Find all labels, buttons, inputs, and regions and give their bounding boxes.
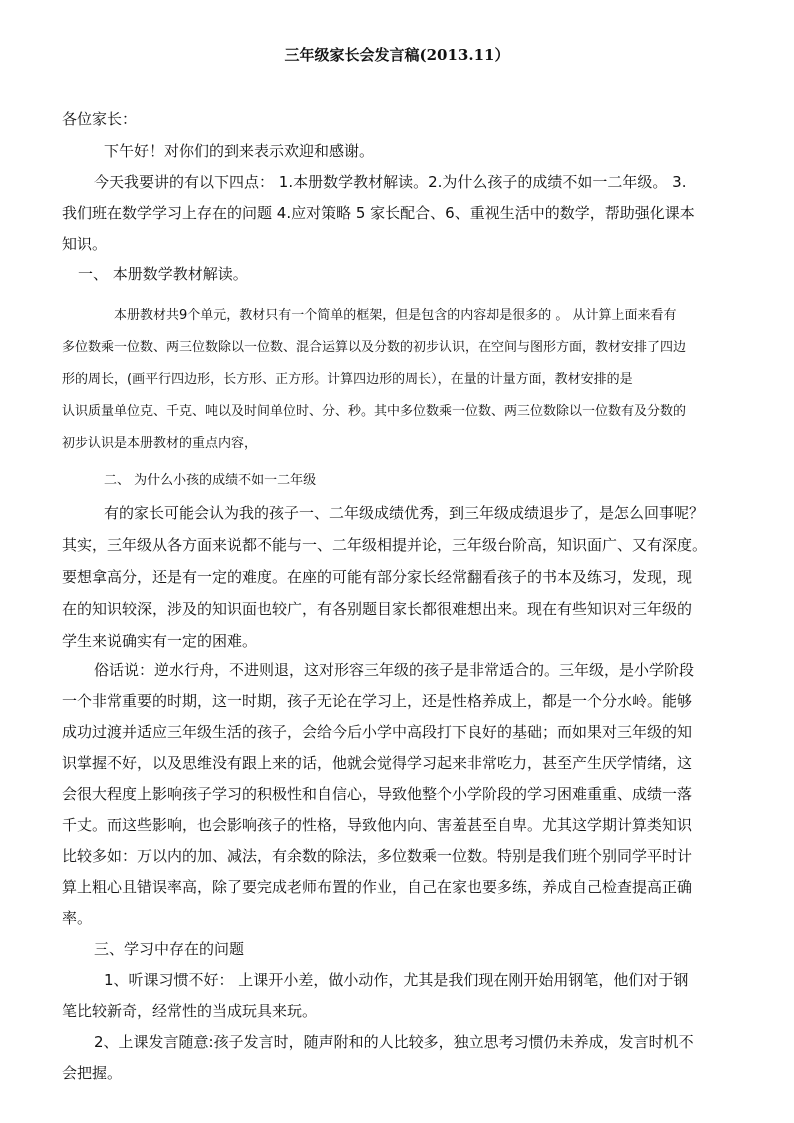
section-heading-3: 三、学习中存在的问题 — [94, 940, 245, 958]
paragraph-line: 千丈。而这些影响，也会影响孩子的性格，导致他内向、害羞甚至自卑。尤其这学期计算类知识 — [62, 816, 693, 834]
paragraph-line: 成功过渡并适应三年级生活的孩子，会给今后小学中高段打下良好的基础；而如果对三年级的知 — [62, 723, 693, 741]
paragraph-line: 本册教材共9个单元，教材只有一个简单的框架，但是包含的内容却是很多的 。 从计算上面来看有 — [114, 308, 677, 323]
paragraph-line: 会把握。 — [62, 1064, 123, 1082]
paragraph-line: 学生来说确实有一定的困难。 — [62, 632, 258, 650]
paragraph-line: 要想拿高分，还是有一定的难度。在座的可能有部分家长经常翻看孩子的书本及练习，发现，现 — [62, 568, 693, 586]
paragraph-line: 形的周长，(画平行四边形，长方形、正方形。计算四边形的周长），在量的计量方面，教材安排的是 — [62, 372, 633, 387]
paragraph-line: 比较多如：万以内的加、减法，有余数的除法，多位数乘一位数。特别是我们班个别同学平时计 — [62, 847, 693, 865]
section-heading-2: 二、 为什么小孩的成绩不如一二年级 — [104, 473, 317, 488]
paragraph-line: 多位数乘一位数、两三位数除以一位数、混合运算以及分数的初步认识，在空间与图形方面，教材安排了四边 — [62, 340, 687, 355]
paragraph-line: 初步认识是本册教材的重点内容， — [62, 436, 258, 451]
paragraph-line: 其实，三年级从各方面来说都不能与一、二年级相提并论，三年级台阶高，知识面广、又有深度。 — [62, 536, 708, 554]
paragraph-line: 知识。 — [62, 235, 108, 253]
paragraph-line: 算上粗心且错误率高，除了要完成老师布置的作业，自己在家也要多练，养成自己检查提高正确 — [62, 878, 693, 896]
paragraph-line: 率。 — [62, 909, 93, 927]
paragraph-line: 识掌握不好，以及思维没有跟上来的话，他就会觉得学习起来非常吃力，甚至产生厌学情绪，这 — [62, 754, 693, 772]
greeting: 各位家长： — [62, 110, 138, 128]
paragraph-line: 我们班在数学学习上存在的问题 4.应对策略 5 家长配合、6、重视生活中的数学，帮助强化课本 — [62, 204, 695, 222]
paragraph-line: 2、上课发言随意:孩子发言时，随声附和的人比较多，独立思考习惯仍未养成，发言时机不 — [94, 1033, 694, 1051]
paragraph-line: 笔比较新奇，经常性的当成玩具来玩。 — [62, 1002, 318, 1020]
paragraph-line: 1、听课习惯不好： 上课开小差，做小动作，尤其是我们现在刚开始用钢笔，他们对于钢 — [104, 971, 689, 989]
paragraph-line: 在的知识较深，涉及的知识面也较广，有各别题目家长都很难想出来。现在有些知识对三年级的 — [62, 600, 693, 618]
document-title: 三年级家长会发言稿(2013.11） — [284, 46, 510, 64]
paragraph-line: 俗话说：逆水行舟，不进则退，这对形容三年级的孩子是非常适合的。三年级，是小学阶段 — [94, 661, 695, 679]
paragraph-line: 认识质量单位克、千克、吨以及时间单位时、分、秒。其中多位数乘一位数、两三位数除以一位数有及分数的 — [62, 404, 687, 419]
paragraph-line: 今天我要讲的有以下四点： 1.本册数学教材解读。2.为什么孩子的成绩不如一二年级。 3. — [94, 173, 687, 191]
section-heading-1: 一、 本册数学教材解读。 — [78, 265, 248, 283]
paragraph-line: 会很大程度上影响孩子学习的积极性和自信心，导致他整个小学阶段的学习困难重重、成绩一落 — [62, 785, 693, 803]
paragraph-line: 有的家长可能会认为我的孩子一、二年级成绩优秀，到三年级成绩退步了，是怎么回事呢？ — [104, 504, 705, 522]
paragraph-line: 下午好！对你们的到来表示欢迎和感谢。 — [104, 142, 375, 160]
paragraph-line: 一个非常重要的时期，这一时期，孩子无论在学习上，还是性格养成上，都是一个分水岭。能够 — [62, 692, 693, 710]
